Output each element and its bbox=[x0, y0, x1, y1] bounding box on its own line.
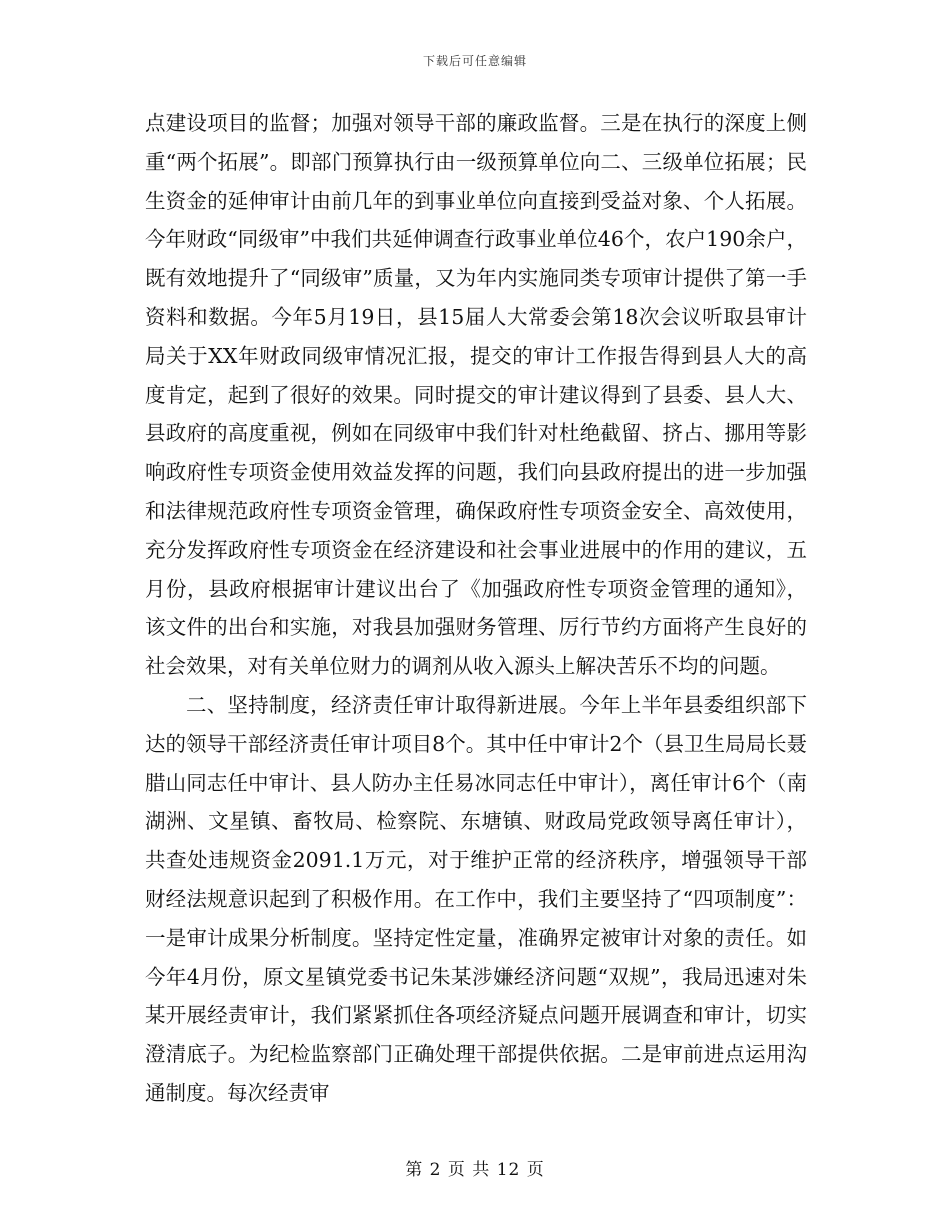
paragraph-1: 点建设项目的监督；加强对领导干部的廉政监督。三是在执行的深度上侧重“两个拓展”。即部门预算执行由一级预算单位向二、三级单位拓展；民生资金的延伸审计由前几年的到事业单位向直接到受益对象、个人拓展。今年财政“同级审”中我们共延伸调查行政事业单位46个，农户190余户，既有效地提升了“同级审”质量，又为年内实施同类专项审计提供了第一手资料和数据。今年5月19日，县15届人大常委会第18次会议听取县审计局关于XX年财政同级审情况汇报，提交的审计工作报告得到县人大的高度肯定，起到了很好的效果。同时提交的审计建议得到了县委、县人大、县政府的高度重视，例如在同级审中我们针对杜绝截留、挤占、挪用等影响政府性专项资金使用效益发挥的问题，我们向县政府提出的进一步加强和法律规范政府性专项资金管理，确保政府性专项资金安全、高效使用，充分发挥政府性专项资金在经济建设和社会事业进展中的作用的建议，五月份，县政府根据审计建议出台了《加强政府性专项资金管理的通知》，该文件的出台和实施，对我县加强财务管理、厉行节约方面将产生良好的社会效果，对有关单位财力的调剂从收入源头上解决苦乐不均的问题。 bbox=[145, 111, 807, 679]
paragraph-2: 二、坚持制度，经济责任审计取得新进展。今年上半年县委组织部下达的领导干部经济责任审计项目8个。其中任中审计2个（县卫生局局长聂腊山同志任中审计、县人防办主任易冰同志任中审计），离任审计6个（南湖洲、文星镇、畜牧局、检察院、东塘镇、财政局党政领导离任审计），共查处违规资金2091.1万元，对于维护正常的经济秩序，增强领导干部财经法规意识起到了积极作用。在工作中，我们主要坚持了“四项制度”：一是审计成果分析制度。坚持定性定量，准确界定被审计对象的责任。如今年4月份，原文星镇党委书记朱某涉嫌经济问题“双规”，我局迅速对朱某开展经责审计，我们紧紧抓住各项经济疑点问题开展调查和审计，切实澄清底子。为纪检监察部门正确处理干部提供依据。二是审前进点运用沟通制度。每次经责审 bbox=[145, 692, 807, 1105]
document-body bbox=[145, 104, 807, 1113]
page-footer: 第 2 页 共 12 页 bbox=[405, 1160, 545, 1180]
page-header: 下载后可任意编辑 bbox=[422, 54, 527, 68]
